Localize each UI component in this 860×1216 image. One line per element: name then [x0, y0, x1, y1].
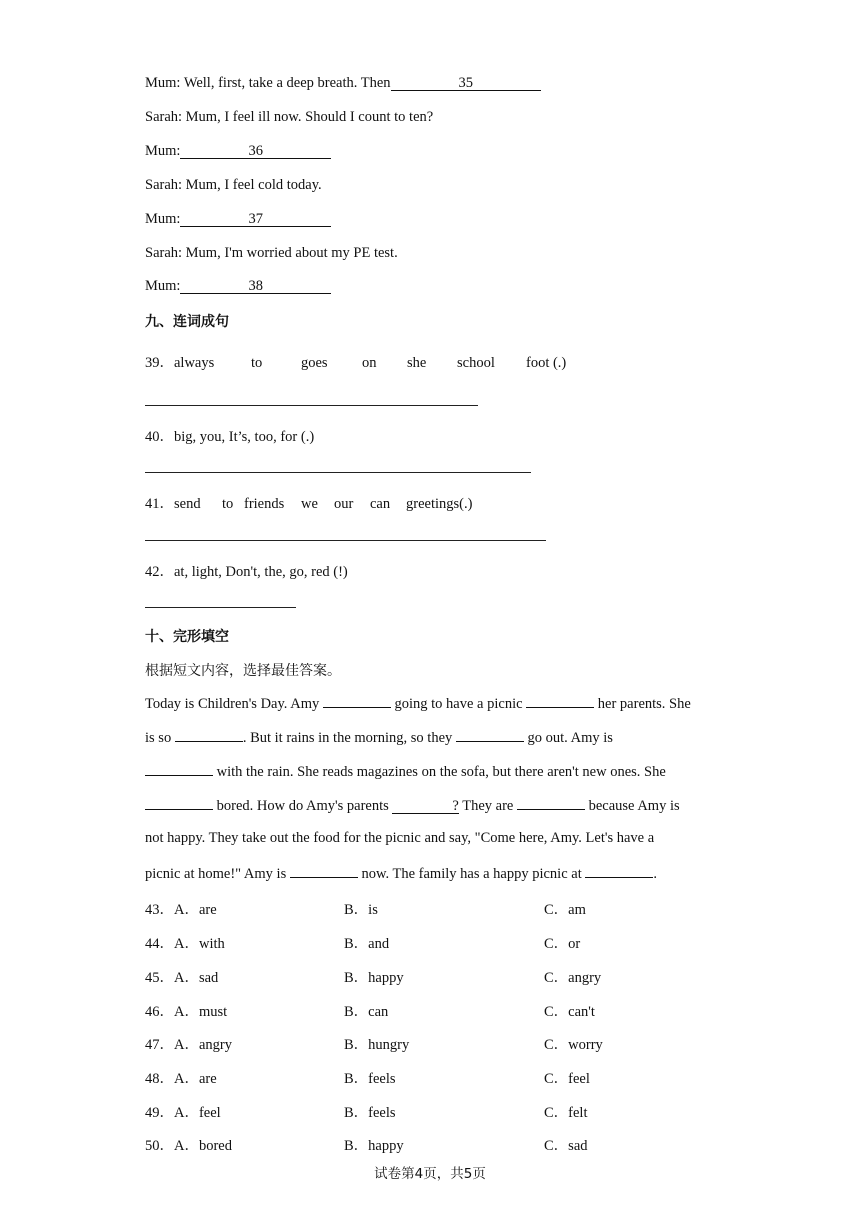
option-row-45: 45．A．sad — [145, 970, 219, 986]
option-a: A．with — [174, 936, 225, 952]
option-b: B．hungry — [344, 1037, 410, 1053]
option-a: A．are — [174, 902, 217, 918]
answer-line-41 — [145, 540, 546, 541]
dialogue-line-38: Mum: 38 — [145, 278, 331, 295]
dialogue-line-37: Mum: 37 — [145, 211, 331, 228]
option-c: C．worry — [544, 1037, 603, 1053]
option-c: C．feel — [544, 1071, 590, 1087]
option-a: A．feel — [174, 1105, 221, 1121]
word: our — [334, 496, 354, 512]
option-row-47: 47．A．angry — [145, 1037, 232, 1053]
blank-38: 38 — [180, 280, 331, 294]
option-b: B．and — [344, 936, 390, 952]
cloze-blank-52 — [585, 864, 653, 878]
passage-line: not happy. They take out the food for the picnic and say, "Come here, Amy. Let's have a — [145, 830, 655, 846]
word: goes — [301, 355, 328, 371]
option-row-46: 46．A．must — [145, 1004, 228, 1020]
cloze-blank-44 — [526, 694, 594, 708]
word: she — [407, 355, 427, 371]
answer-line-39 — [145, 405, 478, 406]
option-b: B．is — [344, 902, 378, 918]
dialogue-line: Sarah: Mum, I feel cold today. — [145, 177, 322, 193]
option-c: C．am — [544, 902, 586, 918]
option-b: B．happy — [344, 1138, 404, 1154]
dialogue-line: Sarah: Mum, I feel ill now. Should I count to ten? — [145, 109, 434, 125]
question-42: 42．at, light, Don't, the, go, red (!) — [145, 564, 348, 580]
question-39: 39．always to goes on she school foot (.) — [145, 355, 567, 371]
section-9-title: 九、连词成句 — [145, 314, 229, 330]
word: send — [174, 496, 201, 512]
cloze-blank-46 — [456, 728, 524, 742]
dialogue-line-35: Mum: Well, first, take a deep breath. Then 35 — [145, 75, 541, 92]
word: school — [457, 355, 495, 371]
blank-37: 37 — [180, 213, 331, 227]
cloze-blank-49: ? — [392, 800, 458, 814]
option-a: A．are — [174, 1071, 217, 1087]
cloze-blank-45 — [175, 728, 243, 742]
passage-line: is so . But it rains in the morning, so they go out. Amy is — [145, 730, 613, 746]
section-10-title: 十、完形填空 — [145, 629, 229, 645]
word: to — [251, 355, 263, 371]
option-row-49: 49．A．feel — [145, 1105, 221, 1121]
option-a: A．angry — [174, 1037, 232, 1053]
cloze-blank-50 — [517, 796, 585, 810]
option-a: A．sad — [174, 970, 219, 986]
page-footer: 试卷第4页，共5页 — [374, 1166, 486, 1182]
option-row-48: 48．A．are — [145, 1071, 217, 1087]
question-40: 40．big, you, It’s, too, for (.) — [145, 429, 315, 445]
blank-36: 36 — [180, 145, 331, 159]
option-c: C．felt — [544, 1105, 588, 1121]
option-b: B．can — [344, 1004, 389, 1020]
option-a: A．must — [174, 1004, 228, 1020]
option-b: B．feels — [344, 1105, 396, 1121]
question-41: 41．send to friends we our can greetings(.) — [145, 496, 473, 512]
option-row-50: 50．A．bored — [145, 1138, 232, 1154]
passage-line: picnic at home!" Amy is now. The family has a happy picnic at . — [145, 866, 657, 882]
cloze-blank-43 — [323, 694, 391, 708]
cloze-blank-48 — [145, 796, 213, 810]
passage-line: with the rain. She reads magazines on the sofa, but there aren't new ones. She — [145, 762, 666, 781]
option-c: C．can't — [544, 1004, 595, 1020]
word: foot (.) — [526, 355, 567, 371]
instruction: 根据短文内容，选择最佳答案。 — [145, 663, 341, 679]
blank-35: 35 — [391, 77, 542, 91]
option-b: B．feels — [344, 1071, 396, 1087]
option-c: C．sad — [544, 1138, 588, 1154]
passage-line: bored. How do Amy's parents ? They are because Amy is — [145, 796, 680, 815]
word: always — [174, 355, 215, 371]
cloze-blank-47 — [145, 762, 213, 776]
answer-line-42 — [145, 607, 296, 608]
cloze-blank-51 — [290, 864, 358, 878]
word: greetings(.) — [406, 496, 473, 512]
answer-line-40 — [145, 472, 531, 473]
dialogue-line-36: Mum: 36 — [145, 143, 331, 160]
word: friends — [244, 496, 285, 512]
word: can — [370, 496, 391, 512]
passage-line: Today is Children's Day. Amy going to have a picnic her parents. She — [145, 696, 691, 712]
option-row-44: 44．A．with — [145, 936, 225, 952]
option-c: C．or — [544, 936, 581, 952]
word: on — [362, 355, 377, 371]
dialogue-line: Sarah: Mum, I'm worried about my PE test. — [145, 245, 398, 261]
option-row-43: 43．A．are — [145, 902, 217, 918]
word: we — [301, 496, 318, 512]
word: to — [222, 496, 234, 512]
option-c: C．angry — [544, 970, 602, 986]
option-a: A．bored — [174, 1138, 232, 1154]
option-b: B．happy — [344, 970, 404, 986]
